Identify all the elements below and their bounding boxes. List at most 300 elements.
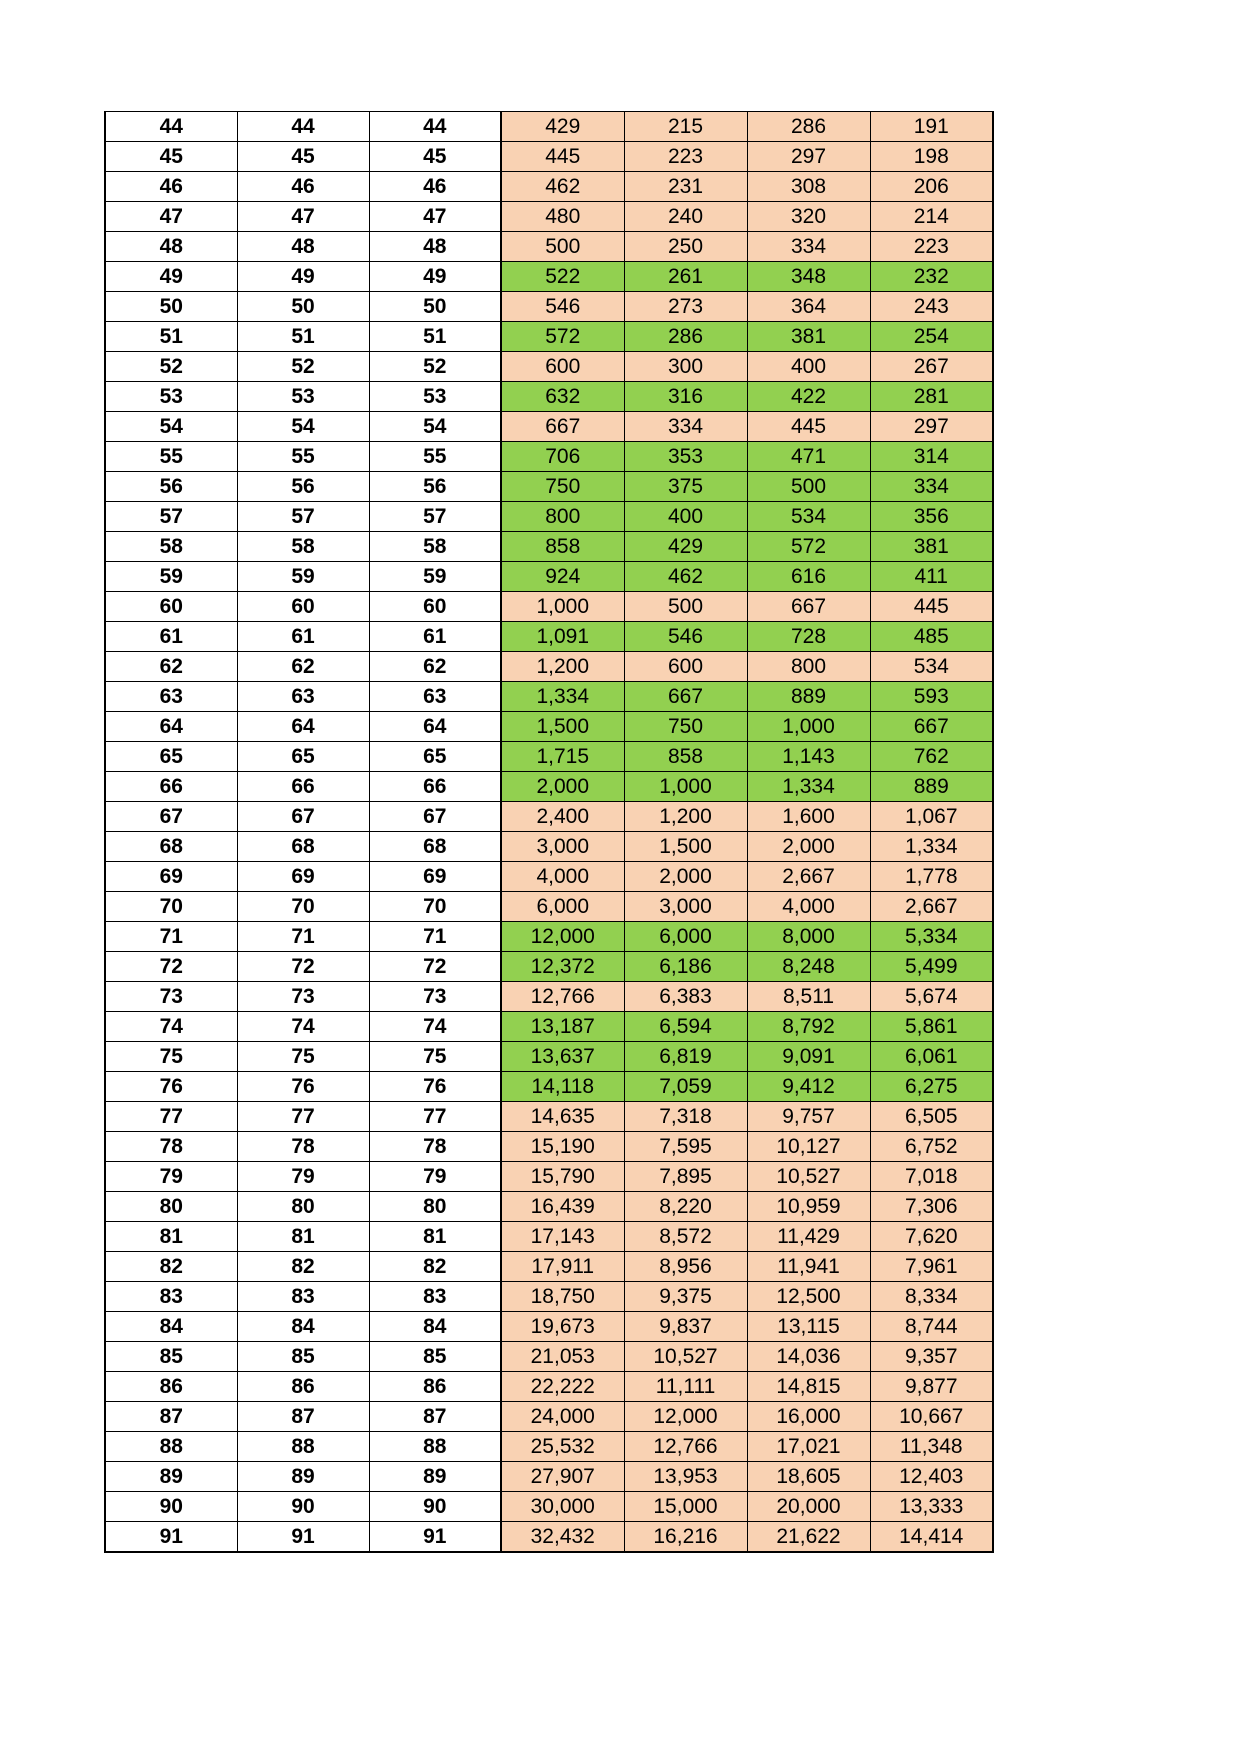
value-cell: 286 (747, 112, 870, 142)
value-cell: 750 (624, 712, 747, 742)
key-cell: 75 (369, 1042, 501, 1072)
value-cell: 6,505 (870, 1102, 993, 1132)
value-cell: 1,600 (747, 802, 870, 832)
table-row (105, 172, 993, 202)
key-cell: 73 (237, 982, 369, 1012)
key-cell: 50 (369, 292, 501, 322)
table-row (105, 742, 993, 772)
value-cell: 1,200 (501, 652, 624, 682)
value-cell: 5,861 (870, 1012, 993, 1042)
value-cell: 485 (870, 622, 993, 652)
key-cell: 53 (369, 382, 501, 412)
value-cell: 250 (624, 232, 747, 262)
value-cell: 1,334 (870, 832, 993, 862)
value-cell: 12,000 (501, 922, 624, 952)
value-cell: 21,622 (747, 1522, 870, 1552)
value-cell: 429 (624, 532, 747, 562)
value-cell: 400 (747, 352, 870, 382)
key-cell: 64 (237, 712, 369, 742)
key-cell: 47 (237, 202, 369, 232)
value-cell: 1,715 (501, 742, 624, 772)
key-cell: 74 (105, 1012, 237, 1042)
key-cell: 48 (237, 232, 369, 262)
table-row (105, 1162, 993, 1192)
value-cell: 334 (870, 472, 993, 502)
value-cell: 471 (747, 442, 870, 472)
value-cell: 15,790 (501, 1162, 624, 1192)
value-cell: 632 (501, 382, 624, 412)
key-cell: 64 (369, 712, 501, 742)
key-cell: 88 (105, 1432, 237, 1462)
table-row (105, 1222, 993, 1252)
value-cell: 1,000 (747, 712, 870, 742)
value-cell: 17,021 (747, 1432, 870, 1462)
key-cell: 68 (105, 832, 237, 862)
key-cell: 66 (105, 772, 237, 802)
table-row (105, 1282, 993, 1312)
table-row (105, 292, 993, 322)
value-cell: 286 (624, 322, 747, 352)
value-cell: 314 (870, 442, 993, 472)
value-cell: 6,000 (501, 892, 624, 922)
value-cell: 4,000 (747, 892, 870, 922)
key-cell: 60 (369, 592, 501, 622)
value-cell: 728 (747, 622, 870, 652)
value-cell: 32,432 (501, 1522, 624, 1552)
key-cell: 61 (369, 622, 501, 652)
key-cell: 78 (105, 1132, 237, 1162)
key-cell: 76 (237, 1072, 369, 1102)
key-cell: 57 (237, 502, 369, 532)
value-cell: 546 (624, 622, 747, 652)
table-row (105, 832, 993, 862)
key-cell: 46 (237, 172, 369, 202)
value-cell: 334 (624, 412, 747, 442)
value-cell: 1,334 (501, 682, 624, 712)
value-cell: 353 (624, 442, 747, 472)
key-cell: 91 (105, 1522, 237, 1552)
value-cell: 6,000 (624, 922, 747, 952)
key-cell: 78 (237, 1132, 369, 1162)
key-cell: 73 (369, 982, 501, 1012)
table-body (105, 112, 993, 1552)
key-cell: 52 (237, 352, 369, 382)
value-cell: 7,961 (870, 1252, 993, 1282)
value-cell: 14,118 (501, 1072, 624, 1102)
value-cell: 13,333 (870, 1492, 993, 1522)
value-cell: 27,907 (501, 1462, 624, 1492)
value-cell: 15,000 (624, 1492, 747, 1522)
value-cell: 19,673 (501, 1312, 624, 1342)
value-cell: 9,091 (747, 1042, 870, 1072)
value-cell: 7,018 (870, 1162, 993, 1192)
key-cell: 62 (105, 652, 237, 682)
table-row (105, 652, 993, 682)
key-cell: 74 (237, 1012, 369, 1042)
key-cell: 54 (105, 412, 237, 442)
value-cell: 6,383 (624, 982, 747, 1012)
key-cell: 85 (237, 1342, 369, 1372)
value-cell: 1,334 (747, 772, 870, 802)
value-cell: 320 (747, 202, 870, 232)
value-cell: 14,036 (747, 1342, 870, 1372)
key-cell: 89 (369, 1462, 501, 1492)
key-cell: 54 (369, 412, 501, 442)
value-cell: 16,439 (501, 1192, 624, 1222)
value-cell: 500 (747, 472, 870, 502)
key-cell: 44 (369, 112, 501, 142)
value-cell: 7,059 (624, 1072, 747, 1102)
table-row (105, 1372, 993, 1402)
value-cell: 706 (501, 442, 624, 472)
data-table (104, 111, 994, 1553)
key-cell: 83 (237, 1282, 369, 1312)
value-cell: 10,959 (747, 1192, 870, 1222)
value-cell: 445 (747, 412, 870, 442)
value-cell: 198 (870, 142, 993, 172)
value-cell: 11,429 (747, 1222, 870, 1252)
key-cell: 62 (369, 652, 501, 682)
value-cell: 14,815 (747, 1372, 870, 1402)
key-cell: 55 (237, 442, 369, 472)
value-cell: 1,091 (501, 622, 624, 652)
value-cell: 11,941 (747, 1252, 870, 1282)
key-cell: 77 (105, 1102, 237, 1132)
value-cell: 13,637 (501, 1042, 624, 1072)
value-cell: 261 (624, 262, 747, 292)
value-cell: 10,527 (624, 1342, 747, 1372)
key-cell: 72 (369, 952, 501, 982)
value-cell: 308 (747, 172, 870, 202)
value-cell: 18,605 (747, 1462, 870, 1492)
key-cell: 73 (105, 982, 237, 1012)
value-cell: 572 (747, 532, 870, 562)
value-cell: 8,511 (747, 982, 870, 1012)
key-cell: 51 (369, 322, 501, 352)
key-cell: 90 (369, 1492, 501, 1522)
value-cell: 9,757 (747, 1102, 870, 1132)
table-row (105, 442, 993, 472)
table-row (105, 322, 993, 352)
key-cell: 77 (369, 1102, 501, 1132)
table-row (105, 622, 993, 652)
value-cell: 281 (870, 382, 993, 412)
key-cell: 69 (369, 862, 501, 892)
value-cell: 667 (501, 412, 624, 442)
key-cell: 68 (237, 832, 369, 862)
key-cell: 75 (237, 1042, 369, 1072)
value-cell: 8,744 (870, 1312, 993, 1342)
key-cell: 55 (105, 442, 237, 472)
value-cell: 858 (501, 532, 624, 562)
value-cell: 411 (870, 562, 993, 592)
value-cell: 240 (624, 202, 747, 232)
value-cell: 9,877 (870, 1372, 993, 1402)
key-cell: 91 (237, 1522, 369, 1552)
key-cell: 89 (105, 1462, 237, 1492)
value-cell: 924 (501, 562, 624, 592)
key-cell: 59 (105, 562, 237, 592)
table-row (105, 952, 993, 982)
key-cell: 71 (105, 922, 237, 952)
key-cell: 56 (369, 472, 501, 502)
value-cell: 4,000 (501, 862, 624, 892)
table-row (105, 1402, 993, 1432)
key-cell: 57 (105, 502, 237, 532)
table-row (105, 1072, 993, 1102)
table-row (105, 262, 993, 292)
key-cell: 48 (369, 232, 501, 262)
value-cell: 22,222 (501, 1372, 624, 1402)
table-row (105, 592, 993, 622)
table-row (105, 472, 993, 502)
key-cell: 86 (237, 1372, 369, 1402)
key-cell: 79 (105, 1162, 237, 1192)
value-cell: 5,334 (870, 922, 993, 952)
key-cell: 50 (105, 292, 237, 322)
key-cell: 87 (105, 1402, 237, 1432)
key-cell: 61 (105, 622, 237, 652)
value-cell: 297 (870, 412, 993, 442)
table-row (105, 772, 993, 802)
value-cell: 254 (870, 322, 993, 352)
table-row (105, 1192, 993, 1222)
value-cell: 215 (624, 112, 747, 142)
table-row (105, 1312, 993, 1342)
value-cell: 206 (870, 172, 993, 202)
key-cell: 87 (237, 1402, 369, 1432)
key-cell: 84 (369, 1312, 501, 1342)
value-cell: 15,190 (501, 1132, 624, 1162)
value-cell: 800 (501, 502, 624, 532)
key-cell: 87 (369, 1402, 501, 1432)
value-cell: 5,499 (870, 952, 993, 982)
key-cell: 49 (105, 262, 237, 292)
table-row (105, 1012, 993, 1042)
key-cell: 81 (105, 1222, 237, 1252)
value-cell: 429 (501, 112, 624, 142)
key-cell: 58 (105, 532, 237, 562)
value-cell: 1,200 (624, 802, 747, 832)
value-cell: 1,000 (624, 772, 747, 802)
key-cell: 71 (369, 922, 501, 952)
key-cell: 80 (237, 1192, 369, 1222)
value-cell: 600 (624, 652, 747, 682)
key-cell: 56 (237, 472, 369, 502)
value-cell: 9,375 (624, 1282, 747, 1312)
table-row (105, 112, 993, 142)
value-cell: 762 (870, 742, 993, 772)
value-cell: 593 (870, 682, 993, 712)
value-cell: 600 (501, 352, 624, 382)
value-cell: 231 (624, 172, 747, 202)
key-cell: 46 (369, 172, 501, 202)
value-cell: 8,572 (624, 1222, 747, 1252)
value-cell: 7,895 (624, 1162, 747, 1192)
value-cell: 334 (747, 232, 870, 262)
value-cell: 7,595 (624, 1132, 747, 1162)
value-cell: 7,620 (870, 1222, 993, 1252)
key-cell: 45 (369, 142, 501, 172)
value-cell: 13,115 (747, 1312, 870, 1342)
value-cell: 6,275 (870, 1072, 993, 1102)
value-cell: 223 (624, 142, 747, 172)
value-cell: 480 (501, 202, 624, 232)
value-cell: 445 (501, 142, 624, 172)
value-cell: 522 (501, 262, 624, 292)
value-cell: 13,187 (501, 1012, 624, 1042)
key-cell: 45 (105, 142, 237, 172)
key-cell: 60 (105, 592, 237, 622)
key-cell: 63 (105, 682, 237, 712)
value-cell: 12,766 (624, 1432, 747, 1462)
value-cell: 5,674 (870, 982, 993, 1012)
key-cell: 54 (237, 412, 369, 442)
value-cell: 667 (624, 682, 747, 712)
key-cell: 89 (237, 1462, 369, 1492)
value-cell: 8,792 (747, 1012, 870, 1042)
key-cell: 59 (369, 562, 501, 592)
value-cell: 9,837 (624, 1312, 747, 1342)
value-cell: 500 (624, 592, 747, 622)
value-cell: 2,000 (747, 832, 870, 862)
value-cell: 10,127 (747, 1132, 870, 1162)
key-cell: 70 (369, 892, 501, 922)
table-row (105, 532, 993, 562)
key-cell: 65 (237, 742, 369, 772)
value-cell: 12,403 (870, 1462, 993, 1492)
value-cell: 858 (624, 742, 747, 772)
table-row (105, 1522, 993, 1552)
key-cell: 46 (105, 172, 237, 202)
key-cell: 61 (237, 622, 369, 652)
value-cell: 462 (501, 172, 624, 202)
key-cell: 69 (105, 862, 237, 892)
value-cell: 400 (624, 502, 747, 532)
table-row (105, 1252, 993, 1282)
table-row (105, 802, 993, 832)
table-row (105, 862, 993, 892)
value-cell: 1,143 (747, 742, 870, 772)
value-cell: 11,348 (870, 1432, 993, 1462)
value-cell: 30,000 (501, 1492, 624, 1522)
table-row (105, 1462, 993, 1492)
value-cell: 6,186 (624, 952, 747, 982)
value-cell: 348 (747, 262, 870, 292)
key-cell: 44 (105, 112, 237, 142)
value-cell: 546 (501, 292, 624, 322)
key-cell: 47 (105, 202, 237, 232)
key-cell: 45 (237, 142, 369, 172)
value-cell: 381 (870, 532, 993, 562)
key-cell: 72 (237, 952, 369, 982)
value-cell: 1,000 (501, 592, 624, 622)
key-cell: 51 (237, 322, 369, 352)
table-row (105, 712, 993, 742)
key-cell: 67 (237, 802, 369, 832)
table-row (105, 1132, 993, 1162)
key-cell: 82 (369, 1252, 501, 1282)
value-cell: 12,372 (501, 952, 624, 982)
value-cell: 6,061 (870, 1042, 993, 1072)
value-cell: 2,667 (870, 892, 993, 922)
table-row (105, 922, 993, 952)
table-row (105, 1492, 993, 1522)
key-cell: 79 (237, 1162, 369, 1192)
value-cell: 8,000 (747, 922, 870, 952)
table-row (105, 892, 993, 922)
key-cell: 88 (237, 1432, 369, 1462)
value-cell: 8,956 (624, 1252, 747, 1282)
value-cell: 316 (624, 382, 747, 412)
value-cell: 375 (624, 472, 747, 502)
key-cell: 84 (237, 1312, 369, 1342)
key-cell: 67 (369, 802, 501, 832)
key-cell: 76 (369, 1072, 501, 1102)
value-cell: 9,357 (870, 1342, 993, 1372)
value-cell: 3,000 (501, 832, 624, 862)
value-cell: 462 (624, 562, 747, 592)
value-cell: 7,318 (624, 1102, 747, 1132)
key-cell: 52 (369, 352, 501, 382)
key-cell: 49 (369, 262, 501, 292)
key-cell: 57 (369, 502, 501, 532)
table-row (105, 382, 993, 412)
value-cell: 9,412 (747, 1072, 870, 1102)
value-cell: 14,635 (501, 1102, 624, 1132)
key-cell: 90 (105, 1492, 237, 1522)
value-cell: 1,067 (870, 802, 993, 832)
table-row (105, 1042, 993, 1072)
value-cell: 2,400 (501, 802, 624, 832)
table-row (105, 352, 993, 382)
table-row (105, 232, 993, 262)
key-cell: 85 (369, 1342, 501, 1372)
key-cell: 50 (237, 292, 369, 322)
value-cell: 18,750 (501, 1282, 624, 1312)
key-cell: 74 (369, 1012, 501, 1042)
value-cell: 1,500 (624, 832, 747, 862)
key-cell: 83 (369, 1282, 501, 1312)
key-cell: 80 (105, 1192, 237, 1222)
value-cell: 667 (870, 712, 993, 742)
key-cell: 55 (369, 442, 501, 472)
value-cell: 17,911 (501, 1252, 624, 1282)
value-cell: 12,000 (624, 1402, 747, 1432)
value-cell: 6,594 (624, 1012, 747, 1042)
key-cell: 70 (237, 892, 369, 922)
value-cell: 214 (870, 202, 993, 232)
key-cell: 81 (369, 1222, 501, 1252)
key-cell: 64 (105, 712, 237, 742)
key-cell: 72 (105, 952, 237, 982)
value-cell: 267 (870, 352, 993, 382)
key-cell: 62 (237, 652, 369, 682)
table-row (105, 982, 993, 1012)
key-cell: 80 (369, 1192, 501, 1222)
key-cell: 59 (237, 562, 369, 592)
value-cell: 8,248 (747, 952, 870, 982)
key-cell: 79 (369, 1162, 501, 1192)
key-cell: 78 (369, 1132, 501, 1162)
key-cell: 65 (105, 742, 237, 772)
key-cell: 53 (105, 382, 237, 412)
value-cell: 8,334 (870, 1282, 993, 1312)
value-cell: 13,953 (624, 1462, 747, 1492)
key-cell: 90 (237, 1492, 369, 1522)
table-row (105, 1342, 993, 1372)
value-cell: 10,667 (870, 1402, 993, 1432)
